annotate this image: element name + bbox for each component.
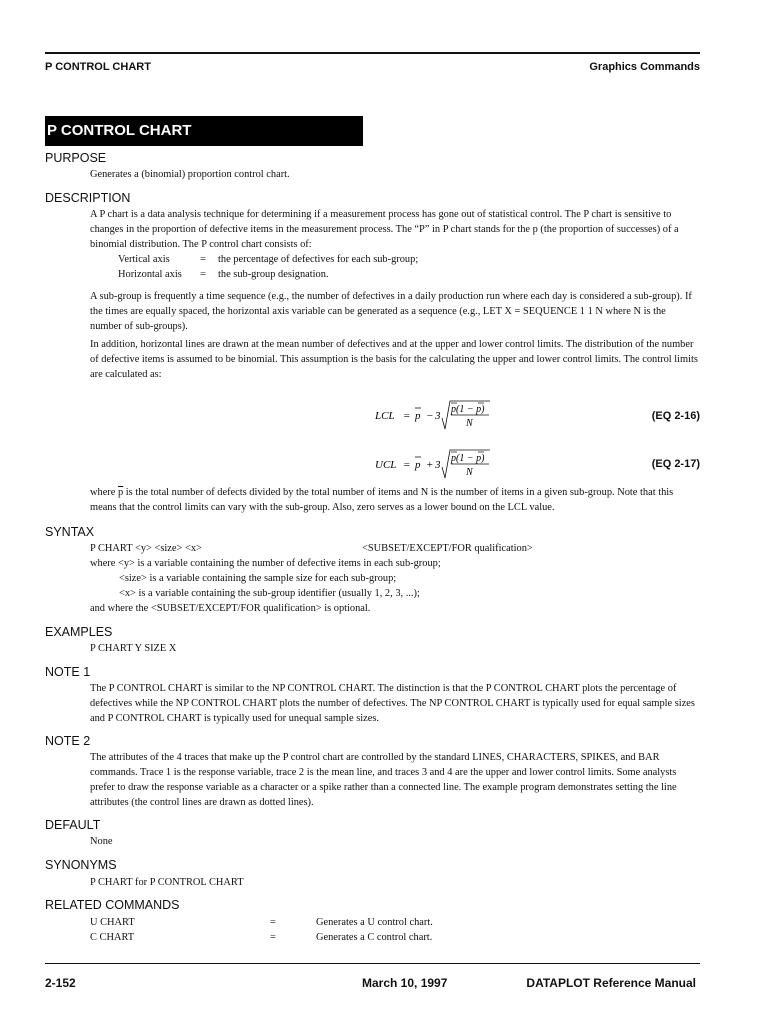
related-block [90,915,700,945]
default-heading: DEFAULT [45,818,101,832]
syntax-command: P CHART <y> <size> <x> [90,543,202,554]
purpose-text [90,167,700,182]
syntax-line-3: <x> is a variable containing the sub-group identifier (usually 1, 2, 3, ...); [119,588,420,599]
footer-date: March 10, 1997 [362,976,448,990]
related-command: C CHART [90,932,135,943]
syntax-line-4: and where the <SUBSET/EXCEPT/FOR qualification> is optional. [90,603,371,614]
axis-name: Horizontal axis [118,269,182,280]
axis-desc: the percentage of defectives for each sub-group; [218,254,419,265]
axis-equals: = [200,269,206,280]
related-row-c-chart [90,930,700,945]
lcl-symbol: LCL [375,410,395,422]
note2-block [90,750,700,810]
note2-heading: NOTE 2 [45,734,91,748]
ucl-formula-graphic [375,447,505,481]
description-block [90,207,700,282]
equation-label-ucl: (EQ 2-17) [651,458,700,470]
footer-manual-title: DATAPLOT Reference Manual [526,976,696,990]
equation-ucl [375,447,505,484]
axis-row-horizontal [90,267,700,282]
note2-paragraph: The attributes of the 4 traces that make up the P control chart are controlled by the standard LINES, CHARACTERS, SPIKES, and BAR commands. Trace 1 is the response variable, trace 2 is the mean line, and traces 3 and 4 are the upper and lower control limits. Some analysts prefer to draw the response variable as a character or a spike rather than a connected line. The example program demonstrates setting the line attributes (the control lines are drawn as dotted lines). [90,752,677,808]
numerator: p(1 − p) [451,404,485,415]
example-command: P CHART Y SIZE X [90,643,177,654]
operator-sign: + [426,459,434,471]
axis-desc: the sub-group designation. [218,269,329,280]
syntax-block [90,541,700,616]
running-header-left: P CONTROL CHART [45,61,151,73]
synonyms-heading: SYNONYMS [45,858,117,872]
equation-label-lcl: (EQ 2-16) [651,410,700,422]
syntax-command-row [90,541,700,556]
p4-lead: where [90,487,118,498]
axis-equals: = [200,254,206,265]
related-desc: Generates a C control chart. [316,932,433,943]
lcl-formula-graphic [375,398,505,432]
syntax-line-2: <size> is a variable containing the sample size for each sub-group; [119,573,397,584]
related-desc: Generates a U control chart. [316,917,433,928]
running-header-right: Graphics Commands [589,61,700,73]
coefficient: 3 [435,459,441,471]
p-bar-symbol: p [415,459,421,471]
related-equals: = [270,932,276,943]
default-block [90,834,700,849]
description-paragraph-2: A sub-group is frequently a time sequence (e.g., the number of defectives in a daily production run where each day is considered a sub-group). If the times are equally spaced, the horizontal axis variable can be generated as a sequence (e.g., LET X = SEQUENCE 1 1 N where N is the number of sub-groups). [90,291,692,332]
syntax-heading: SYNTAX [45,525,95,539]
denominator: N [466,467,473,478]
related-equals: = [270,917,276,928]
header-rule [45,52,700,54]
numerator: p(1 − p) [451,453,485,464]
examples-block [90,641,700,656]
note1-paragraph: The P CONTROL CHART is similar to the NP CONTROL CHART. The distinction is that the P CONTROL CHART plots the percentage of defectives while the NP CONTROL CHART plots the number of defectives. The NP CONTROL CHART is typically used for equal sample sizes and P CONTROL CHART is typically used for unequal sample sizes. [90,683,695,724]
equation-lcl [375,398,505,435]
equals-sign: = [403,459,411,471]
syntax-line-1: where <y> is a variable containing the number of defective items in each sub-group; [90,558,441,569]
note1-block [90,681,700,726]
description-paragraph-3: In addition, horizontal lines are drawn at the mean number of defectives and at the upper and lower control limits. The distribution of the number of defective items is assumed to be binomial. This assumption is the basis for the calculating the upper and lower control limits. The control limits are calculated as: [90,339,698,380]
description-heading: DESCRIPTION [45,191,131,205]
p-bar-inline: $\overline{p}$ [117,487,124,498]
coefficient: 3 [435,410,441,422]
description-paragraph-4-block [90,485,700,515]
examples-heading: EXAMPLES [45,625,113,639]
axis-row-vertical [90,252,700,267]
synonyms-text: P CHART for P CONTROL CHART [90,877,244,888]
purpose-heading: PURPOSE [45,151,107,165]
page-title: P CONTROL CHART [45,116,363,146]
default-value: None [90,836,113,847]
equals-sign: = [403,410,411,422]
p4-rest: is the total number of defects divided by the total number of items and N is the number of items in a given sub-group. Note that this means that the control limits can vary with the sub-group. Also, zero serves as a lower bound on the LCL value. [90,487,674,513]
description-paragraph-2-block [90,289,700,334]
operator-sign: − [426,410,434,422]
description-paragraph-3-block [90,337,700,382]
p-bar-symbol: p [415,410,421,422]
page-number: 2-152 [45,976,76,990]
description-paragraph-1: A P chart is a data analysis technique for determining if a measurement process has gone out of statistical control. The P chart is sensitive to changes in the proportion of defective items in the measurement process. The “P” in P chart stands for the p (the proportion of successes) of a binomial distribution. The P control chart consists of: [90,209,679,250]
synonyms-block [90,875,700,890]
purpose-paragraph: Generates a (binomial) proportion control chart. [90,169,290,180]
related-command: U CHART [90,917,135,928]
footer-rule [45,963,700,964]
syntax-qualification: <SUBSET/EXCEPT/FOR qualification> [362,543,533,554]
related-heading: RELATED COMMANDS [45,898,180,912]
description-paragraph-4 [90,485,700,515]
related-row-u-chart [90,915,700,930]
denominator: N [466,418,473,429]
note1-heading: NOTE 1 [45,665,91,679]
axis-name: Vertical axis [118,254,170,265]
ucl-symbol: UCL [375,459,397,471]
